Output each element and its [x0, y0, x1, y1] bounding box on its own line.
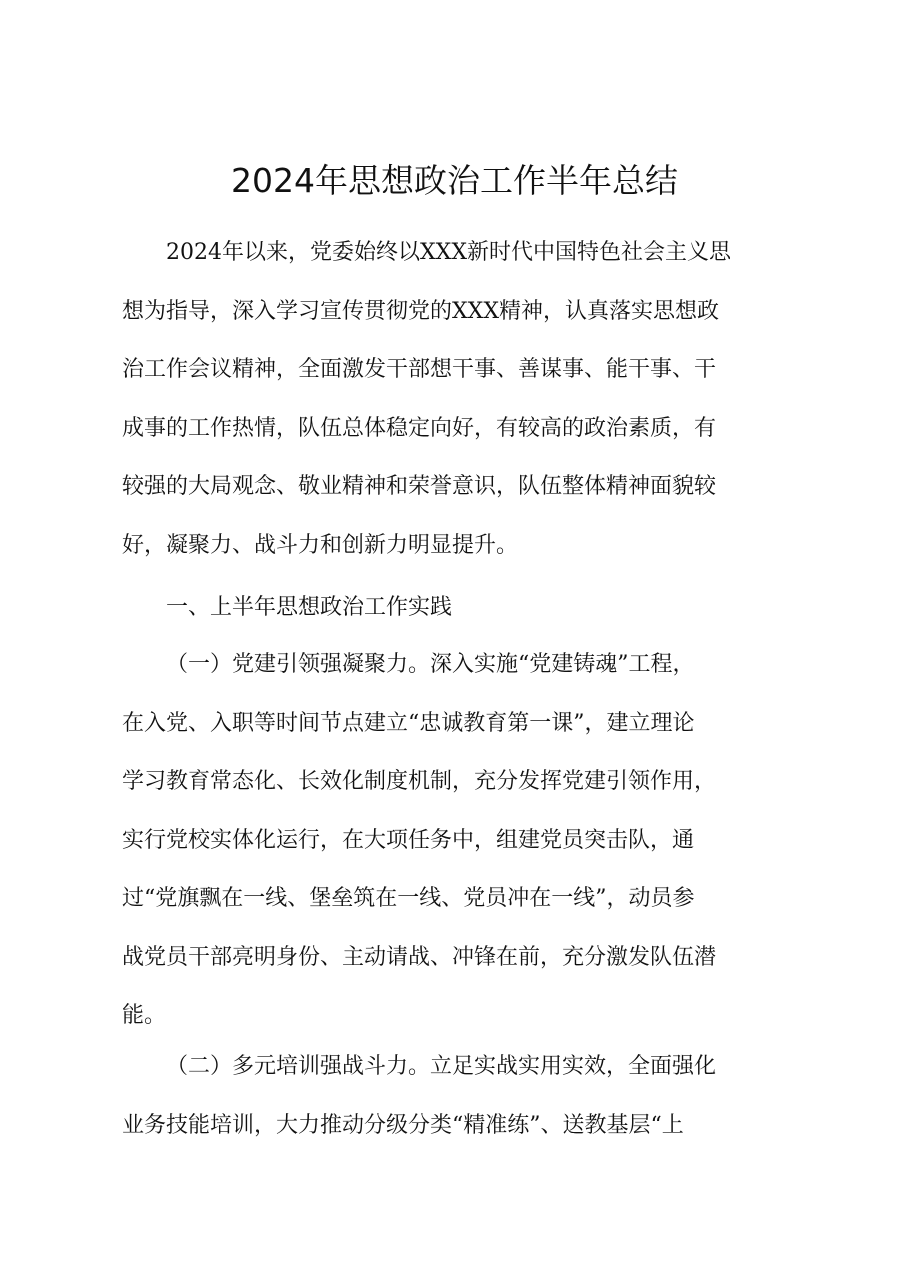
subsection-2-paragraph	[122, 1038, 782, 1155]
subsection-1-first-line	[122, 636, 782, 695]
intro-line: 较强的大局观念、敬业精神和荣誉意识，队伍整体精神面貌较	[122, 474, 717, 499]
subsection-1-line: 在入党、入职等时间节点建立“忠诚教育第一课”，建立理论	[122, 710, 695, 736]
subsection-1-line: 实行党校实体化运行，在大项任务中，组建党员突击队，通	[122, 827, 695, 853]
document-title: 2024年思想政治工作半年总结	[231, 161, 678, 200]
intro-line: 2024年以来，党委始终以XXX新时代中国特色社会主义思	[166, 240, 731, 265]
subsection-1-line: 过“党旗飘在一线、堡垒筑在一线、党员冲在一线”，动员参	[122, 886, 695, 911]
subsection-1-line: 能。	[122, 1003, 167, 1028]
subsection-2-first-line	[122, 1038, 782, 1097]
subsection-1-line: 学习教育常态化、长效化制度机制，充分发挥党建引领作用，	[122, 769, 717, 794]
subsection-2-heading: （二）多元培训强战斗力。	[166, 1054, 431, 1079]
intro-line: 想为指导，深入学习宣传贯彻党的XXX精神，认真落实思想政	[122, 298, 719, 324]
intro-line: 治工作会议精神，全面激发干部想干事、善谋事、能干事、干	[122, 357, 717, 382]
subsection-1-heading: （一）党建引领强凝聚力。	[166, 652, 431, 677]
section-heading: 一、上半年思想政治工作实践	[166, 595, 453, 620]
subsection-2-line: 业务技能培训，大力推动分级分类“精准练”、送教基层“上	[122, 1112, 684, 1138]
subsection-1-line: 战党员干部亮明身份、主动请战、冲锋在前，充分激发队伍潜	[122, 944, 717, 970]
intro-paragraph	[122, 224, 782, 575]
intro-line: 成事的工作热情，队伍总体稳定向好，有较高的政治素质，有	[122, 415, 717, 441]
subsection-1-paragraph	[122, 636, 782, 1046]
intro-line: 好，凝聚力、战斗力和创新力明显提升。	[122, 532, 519, 558]
subsection-2-line: 立足实战实用实效，全面强化	[430, 1054, 717, 1079]
subsection-1-line: 深入实施“党建铸魂”工程，	[430, 652, 695, 677]
